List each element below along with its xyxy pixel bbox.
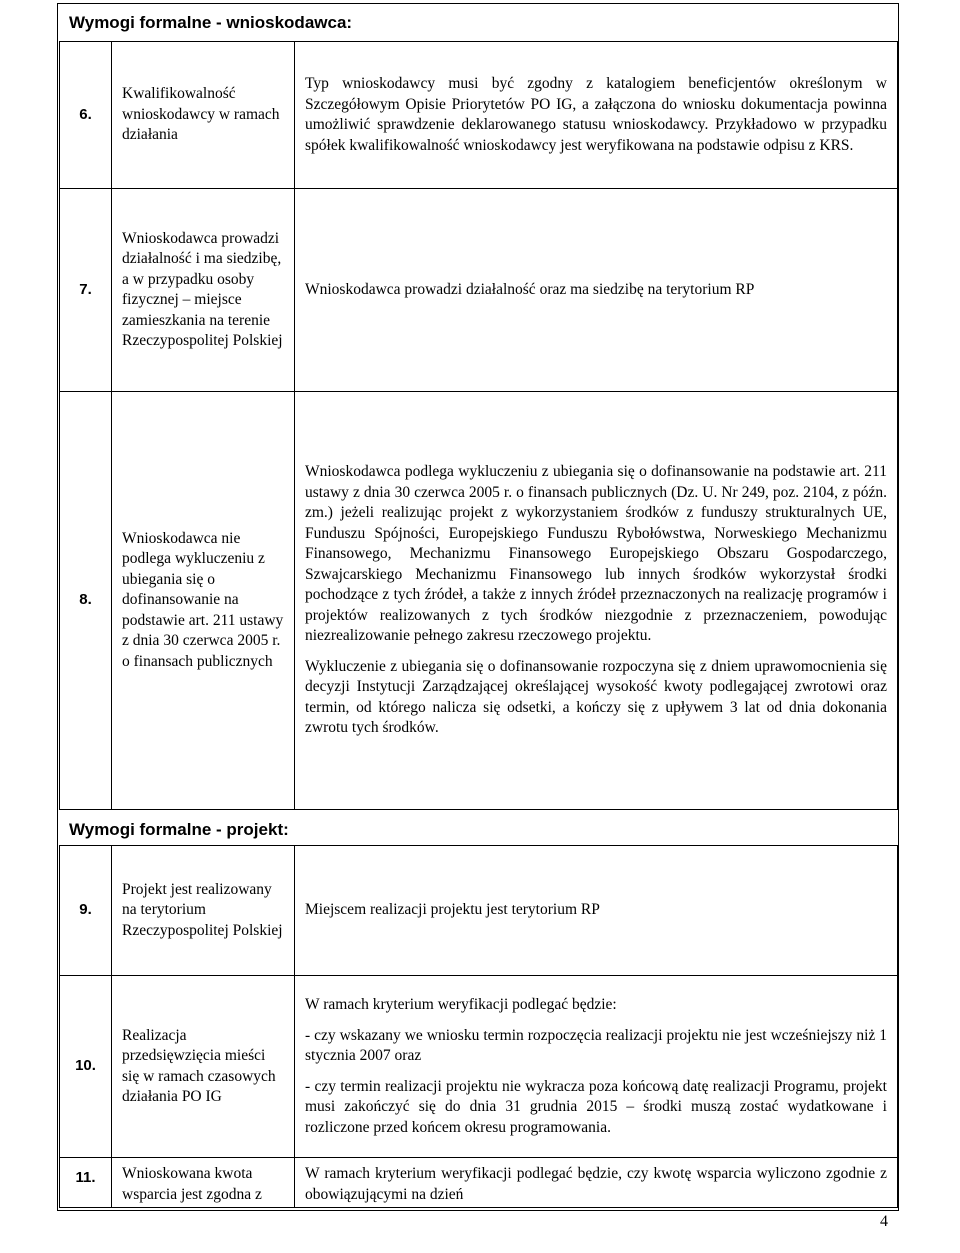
page-number: 4 <box>880 1213 888 1230</box>
table-row <box>60 846 898 976</box>
table-row <box>60 392 898 810</box>
description-paragraph: Wnioskodawca podlega wykluczeniu z ubiegania się o dofinansowanie na podstawie art. 211 ustawy z dnia 30 czerwca 2005 r. o finansach publicznych (Dz. U. Nr 249, poz. 2104, z późn. zm.) jeżeli realizując projekt z wykorzystaniem środków z funduszy strukturalnych UE, Funduszu Spójności, Europejskiego Funduszu Rybołówstwa, Norweskiego Mechanizmu Finansowego, Mechanizmu Finansowego Europejskiego Obszaru Gospodarczego, Szwajcarskiego Mechanizmu Finansowego lub innych środków wykorzystał środki pochodzące z tych źródeł, a także z innych źródeł przeznaczonych na realizację programów i projektów realizowanych z tych środków niezgodnie z przeznaczeniem, powodując niezrealizowanie pełnego zakresu rzeczowego projektu. <box>305 463 887 645</box>
row-number: 8. <box>60 392 112 810</box>
description-cell: Wnioskodawca prowadzi działalność oraz ma siedzibę na terytorium RP <box>295 189 898 392</box>
criterion-cell: Realizacja przedsięwzięcia mieści się w ramach czasowych działania PO IG <box>112 976 295 1158</box>
description-paragraph: Wykluczenie z ubiegania się o dofinansowanie rozpoczyna się z dniem uprawomocnienia się decyzji Instytucji Zarządzającej określającej wysokość kwoty podlegającej zwrotowi oraz termin, od którego nalicza się odsetki, a kończy się z upływem 3 lat od dnia dokonania zwrotu tych środków. <box>305 657 887 737</box>
description-cell: Miejscem realizacji projektu jest terytorium RP <box>295 846 898 976</box>
criterion-cell: Kwalifikowalność wnioskodawcy w ramach działania <box>112 42 295 189</box>
description-intro: W ramach kryterium weryfikacji podlegać będzie: <box>305 996 617 1013</box>
section-title-applicant: Wymogi formalne - wnioskodawca: <box>69 13 353 32</box>
row-number: 11. <box>60 1158 112 1208</box>
description-bullet: - czy termin realizacji projektu nie wykracza poza końcową datę realizacji Programu, projekt musi zakończyć się do dnia 31 grudnia 2015 – środki muszą zostać wydatkowane i rozliczone przed końcem okresu programowania. <box>305 1077 887 1136</box>
criterion-cell: Wnioskodawca prowadzi działalność i ma siedzibę, a w przypadku osoby fizycznej – miejsce zamieszkania na terenie Rzeczypospolitej Polskiej <box>112 189 295 392</box>
description-cell <box>295 976 898 1158</box>
row-number: 6. <box>60 42 112 189</box>
criterion-cell: Wnioskodawca nie podlega wykluczeniu z ubiegania się o dofinansowanie na podstawie art. 211 ustawy z dnia 30 czerwca 2005 r. o finansach publicznych <box>112 392 295 810</box>
section-title-project: Wymogi formalne - projekt: <box>69 820 289 839</box>
table-row <box>60 189 898 392</box>
table-row <box>60 976 898 1158</box>
row-number: 9. <box>60 846 112 976</box>
row-number: 10. <box>60 976 112 1158</box>
table-row <box>60 42 898 189</box>
criterion-cell: Projekt jest realizowany na terytorium Rzeczypospolitej Polskiej <box>112 846 295 976</box>
criterion-cell: Wnioskowana kwota wsparcia jest zgodna z <box>112 1158 295 1208</box>
description-bullet: - czy wskazany we wniosku termin rozpoczęcia realizacji projektu nie jest wcześniejszy niż 1 stycznia 2007 oraz <box>305 1026 887 1064</box>
row-number: 7. <box>60 189 112 392</box>
description-cell: W ramach kryterium weryfikacji podlegać będzie, czy kwotę wsparcia wyliczono zgodnie z obowiązującymi na dzień <box>295 1158 898 1208</box>
table-row <box>60 1158 898 1208</box>
applicant-requirements-table <box>59 41 898 810</box>
description-cell <box>295 392 898 810</box>
description-cell: Typ wnioskodawcy musi być zgodny z katalogiem beneficjentów określonym w Szczegółowym Opisie Priorytetów PO IG, a załączona do wniosku dokumentacja powinna umożliwić sprawdzenie deklarowanego statusu wnioskodawcy. Przykładowo w przypadku spółek kwalifikowalność wnioskodawcy jest weryfikowana na podstawie odpisu z KRS. <box>295 42 898 189</box>
project-requirements-table <box>59 845 898 1208</box>
